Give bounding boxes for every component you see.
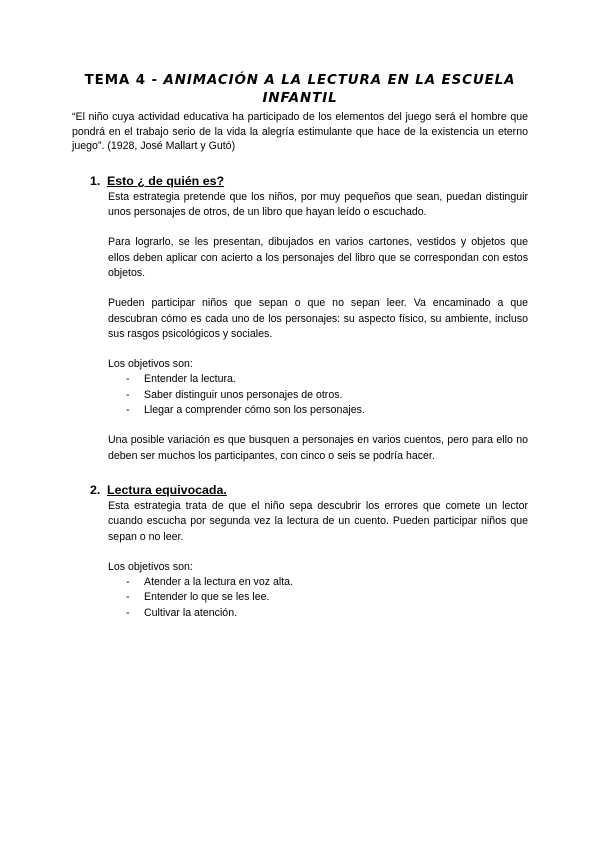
bullet-dash: - [126, 388, 130, 401]
section-title: Esto ¿ de quién es? [107, 173, 225, 188]
section-heading [90, 482, 528, 498]
list-item-text: Entender lo que se les lee. [144, 591, 270, 604]
objectives-label: Los objetivos son: [108, 358, 193, 371]
objectives-list [108, 372, 528, 418]
bullet-dash: - [126, 606, 130, 619]
title-prefix: TEMA 4 - [84, 73, 164, 88]
list-item [108, 372, 528, 387]
objectives-label: Los objetivos son: [108, 560, 193, 573]
bullet-dash: - [126, 373, 130, 386]
list-item-text: Llegar a comprender cómo son los personajes. [144, 404, 365, 417]
section-2 [72, 482, 528, 621]
bullet-dash: - [126, 591, 130, 604]
section-body [108, 499, 528, 621]
bullet-dash: - [126, 404, 130, 417]
section-number: 2. [90, 482, 101, 497]
objectives-list [108, 575, 528, 621]
section-heading [90, 173, 528, 189]
list-item [108, 590, 528, 605]
list-item [108, 606, 528, 621]
section-body [108, 190, 528, 464]
title-text: ANIMACIÓN A LA LECTURA EN LA ESCUELA INFANTIL [163, 73, 516, 106]
list-item-text: Entender la lectura. [144, 373, 236, 386]
paragraph: Esta estrategia pretende que los niños, por muy pequeños que sean, puedan distinguir unos personajes de otros, de un libro que hayan leído o escuchado. [108, 190, 528, 219]
paragraph: Para lograrlo, se les presentan, dibujados en varios cartones, vestidos y objetos que ellos deben aplicar con acierto a los personajes del libro que se correspondan con estos objetos. [108, 236, 528, 279]
paragraph: Una posible variación es que busquen a personajes en varios cuentos, pero para ello no deben ser muchos los participantes, con cinco o seis se podría hacer. [108, 434, 528, 462]
list-item [108, 575, 528, 590]
section-1 [72, 173, 528, 464]
section-title: Lectura equivocada. [107, 482, 227, 497]
list-item [108, 388, 528, 403]
list-item [108, 403, 528, 418]
section-number: 1. [90, 173, 101, 188]
list-item-text: Cultivar la atención. [144, 606, 238, 619]
bullet-dash: - [126, 576, 130, 589]
document-title [72, 72, 528, 108]
paragraph: Esta estrategia trata de que el niño sepa descubrir los errores que comete un lector cuando escucha por segunda vez la lectura de un cuento. Pueden participar niños que sepan o no leer. [108, 499, 528, 543]
list-item-text: Atender a la lectura en voz alta. [144, 576, 293, 589]
paragraph: Pueden participar niños que sepan o que no sepan leer. Va encaminado a que descubran cómo es cada uno de los personajes: su aspecto físico, su ambiente, incluso sus rasgos psicológicos y sociales. [108, 297, 528, 340]
list-item-text: Saber distinguir unos personajes de otros. [144, 388, 343, 401]
intro-quote: “El niño cuya actividad educativa ha participado de los elementos del juego será el hombre que pondrá en el trabajo serio de la vida la alegría estimulante que hace de la existencia un eterno juego”. (1928, José Mallart y Gutó) [72, 111, 528, 153]
